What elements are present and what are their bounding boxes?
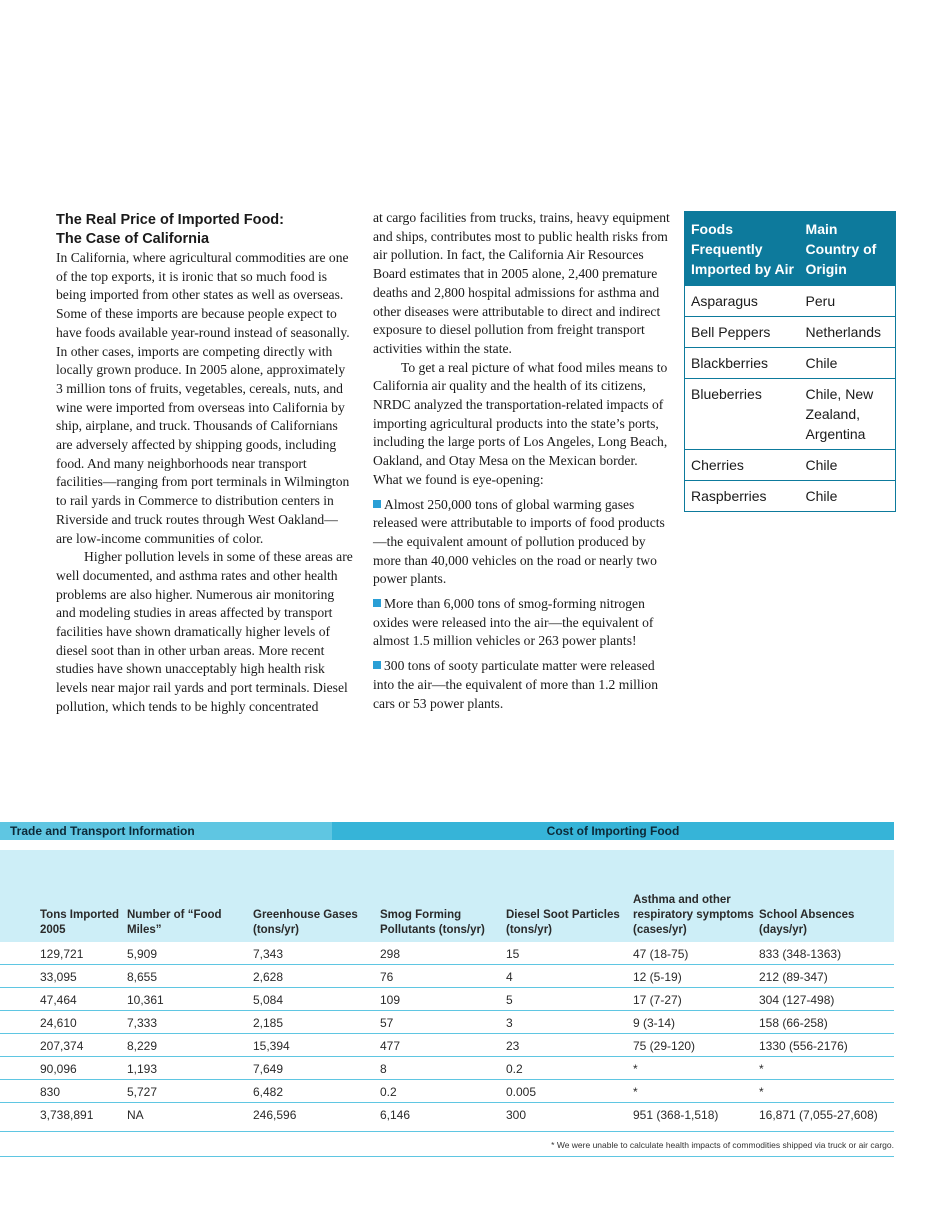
cell-tons-imported: 33,095 [40, 970, 77, 984]
country-cell: Chile [805, 355, 838, 371]
cell-smog: 0.2 [380, 1085, 397, 1099]
cell-asthma: 17 (7-27) [633, 993, 682, 1007]
article-heading [56, 211, 354, 249]
section-trade-transport: Trade and Transport Information [0, 822, 332, 840]
cell-food-miles: 5,727 [127, 1085, 158, 1099]
table-row [0, 1034, 894, 1057]
table-row [685, 378, 895, 449]
cell-food-miles: 8,655 [127, 970, 158, 984]
table-row [0, 1103, 894, 1132]
cell-smog: 6,146 [380, 1108, 411, 1122]
food-cell: Cherries [691, 457, 744, 473]
cell-tons-imported: 129,721 [40, 947, 84, 961]
col-food-miles: Number of “Food Miles” [127, 909, 222, 936]
country-cell: Chile [805, 457, 838, 473]
bullet-text: 300 tons of sooty particulate matter were released into the air—the equivalent of more than 1.2 million cars or 53 power plants. [373, 658, 659, 711]
table-row [0, 1080, 894, 1103]
cell-smog: 76 [380, 970, 394, 984]
cell-asthma: 47 (18-75) [633, 947, 689, 961]
article-paragraph-4: To get a real picture of what food miles means to California air quality and the health of its citizens, NRDC analyzed the transportation-related impacts of importing agricultural products into the state’s ports, including the large ports of Los Angeles, Long Beach, Oakland, and Otay Mesa on the Mexican border. [373, 359, 668, 469]
bullet-item [373, 657, 671, 713]
col-smog: Smog Forming Pollutants (tons/yr) [380, 909, 485, 936]
cell-food-miles: 7,333 [127, 1016, 158, 1030]
article-heading-line1: The Real Price of Imported Food: [56, 212, 284, 228]
cell-school-absences: 158 (66-258) [759, 1016, 828, 1030]
square-bullet-icon [373, 661, 381, 669]
cell-diesel-soot: 23 [506, 1039, 520, 1053]
cell-greenhouse: 7,343 [253, 947, 284, 961]
cell-diesel-soot: 300 [506, 1108, 527, 1122]
food-cell: Blueberries [691, 386, 762, 402]
bullet-item [373, 595, 671, 651]
country-cell: Peru [805, 293, 836, 309]
cell-asthma: 12 (5-19) [633, 970, 682, 984]
bullet-item [373, 496, 671, 590]
food-cell: Bell Peppers [691, 324, 771, 340]
cell-school-absences: 212 (89-347) [759, 970, 828, 984]
cell-tons-imported: 24,610 [40, 1016, 77, 1030]
table-footnote: * We were unable to calculate health impacts of commodities shipped via truck or air cargo. [0, 1132, 894, 1157]
country-cell: Netherlands [805, 324, 882, 340]
cell-school-absences: 833 (348-1363) [759, 947, 842, 961]
table-row [685, 347, 895, 378]
bullet-text: More than 6,000 tons of smog-forming nitrogen oxides were released into the air—the equivalent of almost 1.5 million vehicles or 263 power plants! [373, 596, 654, 649]
article-paragraph-2: Higher pollution levels in some of these areas are well documented, and asthma rates and other health problems are also higher. Numerous air monitoring and modeling studies in areas affected by transport facilities have shown dramatically higher levels of diesel soot than in other urban areas. More recent studies have shown unacceptably high health risk levels near major rail yards and port terminals. Diesel pollution, which tends to be highly concentrated [56, 549, 353, 714]
cell-school-absences: 16,871 (7,055-27,608) [759, 1108, 878, 1122]
col-diesel-soot: Diesel Soot Particles (tons/yr) [506, 909, 620, 936]
article-heading-line2: The Case of California [56, 231, 210, 247]
cell-school-absences: 1330 (556-2176) [759, 1039, 848, 1053]
cell-smog: 57 [380, 1016, 394, 1030]
cell-tons-imported: 3,738,891 [40, 1108, 94, 1122]
cell-asthma: 951 (368-1,518) [633, 1108, 719, 1122]
cell-greenhouse: 2,628 [253, 970, 284, 984]
header-foods: Foods Frequently Imported by Air [691, 221, 794, 277]
section-cost-importing: Cost of Importing Food [332, 822, 894, 840]
country-cell: Chile [805, 488, 838, 504]
article-paragraph-3: at cargo facilities from trucks, trains, heavy equipment and ships, contributes most to public health risks from air pollution. In fact, the California Air Resources Board estimates that in 2005 alone, 2,400 premature deaths and 2,800 hospital admissions for asthma and other diseases were attributable to direct and indirect exposure to diesel pollution from freight transport activities within the state. [373, 210, 670, 356]
table-body [0, 942, 894, 1132]
cell-tons-imported: 90,096 [40, 1062, 77, 1076]
bullet-text: Almost 250,000 tons of global warming gases released were attributable to imports of food products—the equivalent amount of pollution produced by more than 40,000 vehicles on the road or nearly two power plants. [373, 496, 665, 587]
cell-food-miles: 10,361 [127, 993, 164, 1007]
article-paragraph-1: In California, where agricultural commodities are one of the top exports, it is ironic that so much food is being imported from other states as well as overseas. Some of these imports are because people expect to have foods available year-round instead of seasonally. In other cases, imports are competing directly with locally grown produce. In 2005 alone, approximately 3 million tons of fruits, vegetables, cereals, nuts, and wine were imported from overseas into California by ship, airplane, and truck. Thousands of Californians are adversely affected by shipping goods, including food. And many neighborhoods near transport facilities—ranging from port terminals in Wilmington to rail yards in Commerce to distribution centers in Riverside and truck routes through West Oakland—are low-income communities of color. [56, 250, 350, 546]
food-cell: Blackberries [691, 355, 769, 371]
cell-asthma: * [633, 1062, 638, 1076]
import-cost-table [0, 822, 894, 1157]
article-paragraph-5: What we found is eye-opening: [373, 471, 544, 487]
table-row [685, 480, 895, 511]
cell-diesel-soot: 3 [506, 1016, 513, 1030]
table-row [0, 965, 894, 988]
foods-by-air-header [685, 211, 895, 285]
cell-food-miles: 5,909 [127, 947, 158, 961]
cell-tons-imported: 47,464 [40, 993, 77, 1007]
cell-school-absences: 304 (127-498) [759, 993, 835, 1007]
cell-greenhouse: 2,185 [253, 1016, 284, 1030]
cell-smog: 8 [380, 1062, 387, 1076]
cell-school-absences: * [759, 1085, 764, 1099]
cell-greenhouse: 7,649 [253, 1062, 284, 1076]
cell-greenhouse: 5,084 [253, 993, 284, 1007]
cell-smog: 109 [380, 993, 401, 1007]
cell-greenhouse: 246,596 [253, 1108, 297, 1122]
foods-by-air-table [684, 211, 896, 512]
header-country: Main Country of Origin [805, 221, 877, 277]
article-column-1 [56, 211, 354, 717]
cell-diesel-soot: 0.005 [506, 1085, 537, 1099]
table-row [0, 1057, 894, 1080]
cell-diesel-soot: 0.2 [506, 1062, 523, 1076]
country-cell: Chile, New Zealand, Argentina [805, 386, 874, 442]
cell-asthma: 75 (29-120) [633, 1039, 696, 1053]
table-row [0, 1011, 894, 1034]
table-section-headers [0, 822, 894, 840]
col-asthma: Asthma and other respiratory symptoms (cases/yr) [633, 894, 754, 936]
cell-diesel-soot: 5 [506, 993, 513, 1007]
table-row [0, 942, 894, 965]
article-column-2 [373, 209, 671, 713]
col-tons-imported: Tons Imported 2005 [40, 909, 120, 936]
cell-food-miles: NA [127, 1108, 144, 1122]
cell-smog: 298 [380, 947, 401, 961]
table-row [0, 988, 894, 1011]
table-row [685, 449, 895, 480]
cell-school-absences: * [759, 1062, 764, 1076]
food-cell: Raspberries [691, 488, 767, 504]
cell-food-miles: 1,193 [127, 1062, 158, 1076]
table-row [685, 316, 895, 347]
cell-diesel-soot: 15 [506, 947, 520, 961]
cell-smog: 477 [380, 1039, 401, 1053]
cell-tons-imported: 830 [40, 1085, 61, 1099]
cell-greenhouse: 15,394 [253, 1039, 290, 1053]
col-greenhouse: Greenhouse Gases (tons/yr) [253, 909, 358, 936]
food-cell: Asparagus [691, 293, 758, 309]
cell-tons-imported: 207,374 [40, 1039, 84, 1053]
table-column-headers [0, 850, 894, 942]
cell-food-miles: 8,229 [127, 1039, 158, 1053]
cell-greenhouse: 6,482 [253, 1085, 284, 1099]
table-row [685, 285, 895, 316]
square-bullet-icon [373, 599, 381, 607]
col-school-absences: School Absences (days/yr) [759, 909, 855, 936]
square-bullet-icon [373, 500, 381, 508]
cell-asthma: 9 (3-14) [633, 1016, 676, 1030]
cell-diesel-soot: 4 [506, 970, 513, 984]
cell-asthma: * [633, 1085, 638, 1099]
